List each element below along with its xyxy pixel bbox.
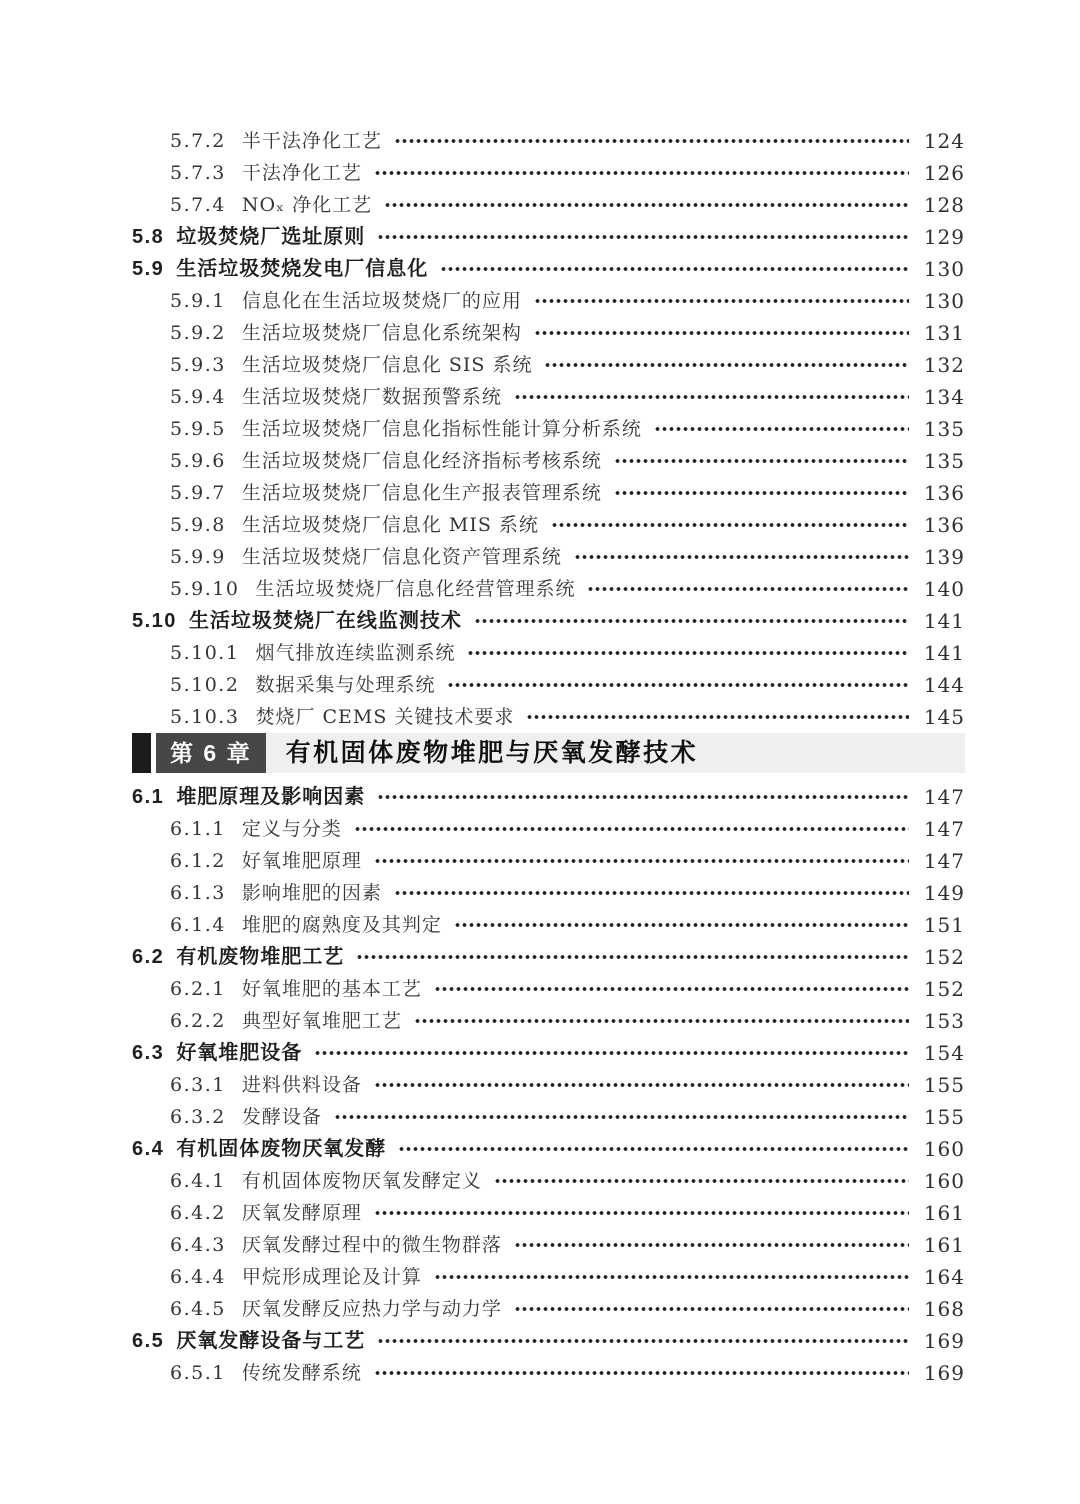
entry-title: NOₓ 净化工艺 — [241, 194, 373, 216]
dot-leader — [434, 973, 909, 1005]
toc-entry — [0, 1197, 965, 1229]
entry-title: 生活垃圾焚烧发电厂信息化 — [176, 258, 429, 280]
toc-entry — [0, 317, 965, 349]
toc-entry — [0, 1261, 965, 1293]
dot-leader — [398, 1133, 909, 1165]
toc-entry — [0, 253, 965, 285]
dot-leader — [494, 1165, 909, 1197]
entry-title: 烟气排放连续监测系统 — [255, 642, 456, 664]
entry-page-number: 147 — [923, 785, 965, 809]
entry-number: 6.1.4 — [170, 914, 226, 936]
entry-page-number: 124 — [923, 129, 965, 153]
entry-page-number: 128 — [923, 193, 965, 217]
entry-title: 信息化在生活垃圾焚烧厂的应用 — [241, 290, 522, 312]
entry-number: 5.10.2 — [170, 674, 240, 696]
dot-leader — [377, 221, 909, 253]
chapter-number-label: 第 6 章 — [156, 733, 266, 773]
entry-title: 厌氧发酵过程中的微生物群落 — [241, 1234, 502, 1256]
entry-number: 5.9.9 — [170, 546, 226, 568]
toc-entry — [0, 813, 965, 845]
entry-title: 好氧堆肥的基本工艺 — [241, 978, 422, 1000]
entry-number: 5.9.8 — [170, 514, 226, 536]
toc-entry — [0, 605, 965, 637]
entry-page-number: 160 — [923, 1169, 965, 1193]
dot-leader — [334, 1101, 909, 1133]
toc-entry — [0, 381, 965, 413]
entry-title: 焚烧厂 CEMS 关键技术要求 — [255, 706, 515, 728]
entry-number: 5.10.3 — [170, 706, 240, 728]
entry-number: 6.4.4 — [170, 1266, 226, 1288]
dot-leader — [440, 253, 909, 285]
toc-entry — [0, 1325, 965, 1357]
toc-entry — [0, 125, 965, 157]
toc-entry — [0, 189, 965, 221]
toc-list-lower — [0, 781, 965, 1389]
entry-number: 5.9.4 — [170, 386, 226, 408]
toc-entry — [0, 637, 965, 669]
entry-title: 有机固体废物厌氧发酵定义 — [241, 1170, 482, 1192]
dot-leader — [467, 637, 909, 669]
dot-leader — [434, 1261, 909, 1293]
entry-title: 生活垃圾焚烧厂信息化经济指标考核系统 — [241, 450, 602, 472]
entry-title: 厌氧发酵原理 — [241, 1202, 362, 1224]
toc-list-upper — [0, 125, 965, 733]
entry-title: 生活垃圾焚烧厂数据预警系统 — [241, 386, 502, 408]
entry-page-number: 153 — [923, 1009, 965, 1033]
toc-entry — [0, 1037, 965, 1069]
entry-page-number: 140 — [923, 577, 965, 601]
entry-page-number: 126 — [923, 161, 965, 185]
toc-entry — [0, 1005, 965, 1037]
entry-page-number: 141 — [923, 641, 965, 665]
entry-page-number: 164 — [923, 1265, 965, 1289]
entry-page-number: 161 — [923, 1233, 965, 1257]
entry-title: 定义与分类 — [241, 818, 342, 840]
entry-number: 6.4.1 — [170, 1170, 226, 1192]
entry-page-number: 134 — [923, 385, 965, 409]
entry-title: 半干法净化工艺 — [241, 130, 382, 152]
toc-entry — [0, 413, 965, 445]
dot-leader — [514, 381, 909, 413]
chapter-title-bar — [266, 733, 965, 773]
entry-page-number: 130 — [923, 289, 965, 313]
dot-leader — [377, 781, 909, 813]
entry-title: 生活垃圾焚烧厂信息化 MIS 系统 — [241, 514, 539, 536]
toc-entry — [0, 221, 965, 253]
entry-title: 垃圾焚烧厂选址原则 — [176, 226, 366, 248]
entry-number: 6.3.1 — [170, 1074, 226, 1096]
entry-page-number: 141 — [923, 609, 965, 633]
entry-number: 6.1.2 — [170, 850, 226, 872]
entry-title: 发酵设备 — [241, 1106, 322, 1128]
entry-number: 6.4 — [132, 1138, 165, 1160]
chapter-6-header — [132, 733, 965, 773]
dot-leader — [356, 941, 909, 973]
dot-leader — [394, 125, 909, 157]
entry-title: 生活垃圾焚烧厂信息化 SIS 系统 — [241, 354, 533, 376]
entry-page-number: 154 — [923, 1041, 965, 1065]
entry-title: 厌氧发酵设备与工艺 — [176, 1330, 366, 1352]
entry-page-number: 135 — [923, 449, 965, 473]
entry-number: 5.9.6 — [170, 450, 226, 472]
entry-number: 6.5.1 — [170, 1362, 226, 1384]
entry-title: 生活垃圾焚烧厂信息化资产管理系统 — [241, 546, 562, 568]
entry-number: 6.3 — [132, 1042, 165, 1064]
dot-leader — [374, 157, 909, 189]
entry-page-number: 151 — [923, 913, 965, 937]
toc-entry — [0, 941, 965, 973]
entry-page-number: 169 — [923, 1329, 965, 1353]
entry-number: 6.1 — [132, 786, 165, 808]
entry-number: 5.9 — [132, 258, 165, 280]
entry-number: 5.8 — [132, 226, 165, 248]
entry-page-number: 131 — [923, 321, 965, 345]
entry-number: 5.7.4 — [170, 194, 226, 216]
toc-entry — [0, 477, 965, 509]
entry-number: 6.2.1 — [170, 978, 226, 1000]
entry-page-number: 149 — [923, 881, 965, 905]
entry-page-number: 169 — [923, 1361, 965, 1385]
entry-title: 堆肥原理及影响因素 — [176, 786, 366, 808]
entry-number: 5.9.10 — [170, 578, 240, 600]
entry-title: 堆肥的腐熟度及其判定 — [241, 914, 442, 936]
entry-page-number: 147 — [923, 849, 965, 873]
entry-number: 6.2.2 — [170, 1010, 226, 1032]
entry-title: 厌氧发酵反应热力学与动力学 — [241, 1298, 502, 1320]
toc-entry — [0, 669, 965, 701]
entry-title: 有机废物堆肥工艺 — [176, 946, 345, 968]
entry-title: 生活垃圾焚烧厂在线监测技术 — [188, 610, 462, 632]
chapter-accent-block — [132, 733, 151, 773]
toc-entry — [0, 1133, 965, 1165]
chapter-title: 有机固体废物堆肥与厌氧发酵技术 — [285, 739, 699, 767]
toc-entry — [0, 1101, 965, 1133]
entry-title: 生活垃圾焚烧厂信息化经营管理系统 — [255, 578, 576, 600]
dot-leader — [394, 877, 909, 909]
entry-number: 6.4.2 — [170, 1202, 226, 1224]
entry-page-number: 135 — [923, 417, 965, 441]
dot-leader — [384, 189, 909, 221]
entry-page-number: 155 — [923, 1073, 965, 1097]
toc-entry — [0, 845, 965, 877]
dot-leader — [526, 701, 909, 733]
entry-number: 5.10 — [132, 610, 177, 632]
entry-number: 5.9.2 — [170, 322, 226, 344]
dot-leader — [551, 509, 909, 541]
entry-page-number: 136 — [923, 481, 965, 505]
toc-entry — [0, 1293, 965, 1325]
dot-leader — [377, 1325, 909, 1357]
entry-number: 6.4.3 — [170, 1234, 226, 1256]
toc-entry — [0, 573, 965, 605]
dot-leader — [514, 1229, 909, 1261]
dot-leader — [614, 445, 909, 477]
dot-leader — [474, 605, 909, 637]
entry-number: 6.3.2 — [170, 1106, 226, 1128]
entry-page-number: 139 — [923, 545, 965, 569]
dot-leader — [534, 317, 909, 349]
entry-page-number: 152 — [923, 977, 965, 1001]
dot-leader — [587, 573, 909, 605]
toc-entry — [0, 349, 965, 381]
toc-entry — [0, 1165, 965, 1197]
dot-leader — [374, 845, 909, 877]
dot-leader — [447, 669, 909, 701]
entry-title: 生活垃圾焚烧厂信息化系统架构 — [241, 322, 522, 344]
entry-page-number: 161 — [923, 1201, 965, 1225]
entry-page-number: 147 — [923, 817, 965, 841]
toc-entry — [0, 1357, 965, 1389]
toc-entry — [0, 909, 965, 941]
entry-number: 5.9.3 — [170, 354, 226, 376]
toc-entry — [0, 1069, 965, 1101]
dot-leader — [414, 1005, 909, 1037]
toc-entry — [0, 877, 965, 909]
dot-leader — [374, 1069, 909, 1101]
entry-title: 干法净化工艺 — [241, 162, 362, 184]
entry-page-number: 129 — [923, 225, 965, 249]
dot-leader — [454, 909, 909, 941]
entry-title: 好氧堆肥设备 — [176, 1042, 303, 1064]
entry-page-number: 145 — [923, 705, 965, 729]
dot-leader — [654, 413, 909, 445]
entry-number: 6.1.3 — [170, 882, 226, 904]
entry-number: 6.1.1 — [170, 818, 226, 840]
entry-page-number: 152 — [923, 945, 965, 969]
entry-number: 6.5 — [132, 1330, 165, 1352]
toc-entry — [0, 285, 965, 317]
entry-title: 生活垃圾焚烧厂信息化指标性能计算分析系统 — [241, 418, 642, 440]
entry-number: 5.9.7 — [170, 482, 226, 504]
dot-leader — [614, 477, 909, 509]
toc-entry — [0, 445, 965, 477]
dot-leader — [374, 1197, 909, 1229]
toc-entry — [0, 157, 965, 189]
entry-page-number: 136 — [923, 513, 965, 537]
dot-leader — [514, 1293, 909, 1325]
entry-title: 典型好氧堆肥工艺 — [241, 1010, 402, 1032]
entry-page-number: 168 — [923, 1297, 965, 1321]
entry-title: 生活垃圾焚烧厂信息化生产报表管理系统 — [241, 482, 602, 504]
dot-leader — [314, 1037, 909, 1069]
entry-page-number: 130 — [923, 257, 965, 281]
toc-entry — [0, 1229, 965, 1261]
entry-page-number: 160 — [923, 1137, 965, 1161]
entry-number: 5.7.2 — [170, 130, 226, 152]
toc-entry — [0, 509, 965, 541]
entry-title: 甲烷形成理论及计算 — [241, 1266, 422, 1288]
entry-title: 有机固体废物厌氧发酵 — [176, 1138, 387, 1160]
toc-entry — [0, 973, 965, 1005]
toc-entry — [0, 701, 965, 733]
entry-title: 好氧堆肥原理 — [241, 850, 362, 872]
entry-number: 5.10.1 — [170, 642, 240, 664]
entry-number: 6.4.5 — [170, 1298, 226, 1320]
entry-title: 数据采集与处理系统 — [255, 674, 436, 696]
toc-entry — [0, 541, 965, 573]
entry-number: 5.9.5 — [170, 418, 226, 440]
dot-leader — [374, 1357, 909, 1389]
dot-leader — [574, 541, 909, 573]
toc-entry — [0, 781, 965, 813]
entry-title: 进料供料设备 — [241, 1074, 362, 1096]
entry-title: 影响堆肥的因素 — [241, 882, 382, 904]
entry-page-number: 144 — [923, 673, 965, 697]
dot-leader — [354, 813, 909, 845]
entry-number: 5.9.1 — [170, 290, 226, 312]
dot-leader — [534, 285, 909, 317]
entry-number: 6.2 — [132, 946, 165, 968]
entry-title: 传统发酵系统 — [241, 1362, 362, 1384]
dot-leader — [544, 349, 909, 381]
entry-number: 5.7.3 — [170, 162, 226, 184]
entry-page-number: 132 — [923, 353, 965, 377]
entry-page-number: 155 — [923, 1105, 965, 1129]
